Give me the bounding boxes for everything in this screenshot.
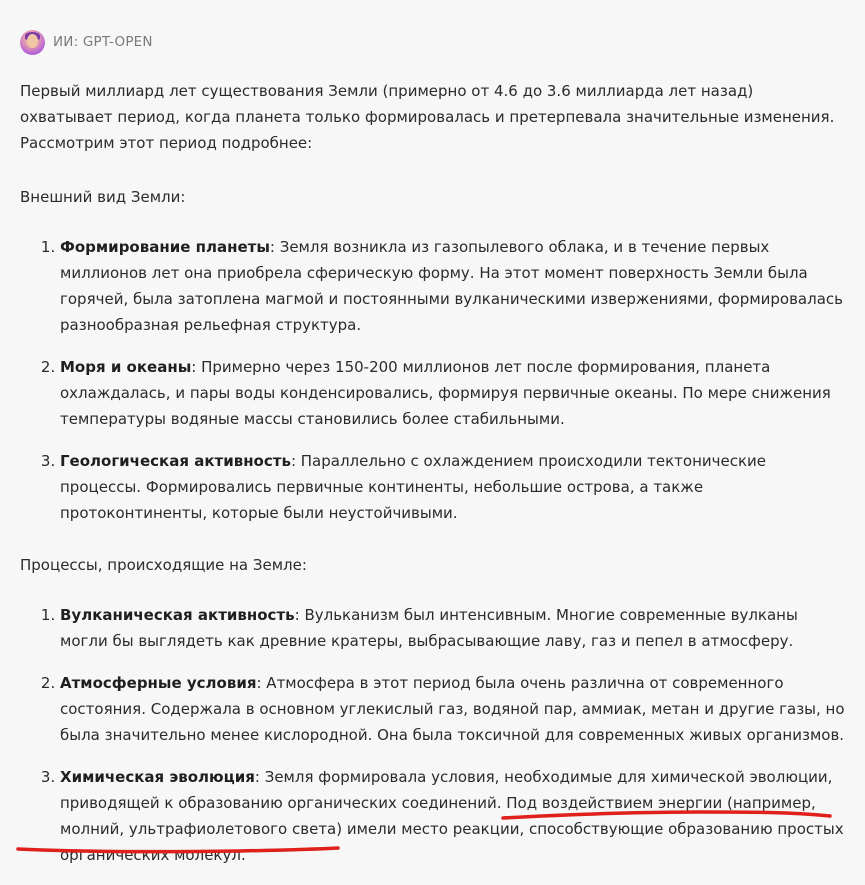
list-item-text: : Земля формировала условия, необходимые для химической эволюции, приводящей к образованию органических соединений. Под воздействием энергии (например, молний, ультрафиолетового света) имели место реакции, способствующие образованию простых органических молекул. xyxy=(60,768,844,864)
list-item-term: Химическая эволюция xyxy=(60,768,255,786)
appearance-list xyxy=(20,234,850,526)
intro-paragraph: Первый миллиард лет существования Земли (примерно от 4.6 до 3.6 миллиарда лет назад) охватывает период, когда планета только формировалась и претерпевала значительные изменения. Рассмотрим этот период подробнее: xyxy=(20,82,835,152)
message-header xyxy=(20,29,153,55)
section-title-processes: Процессы, происходящие на Земле: xyxy=(20,556,307,574)
list-item-text: : Параллельно с охлаждением происходили тектонические процессы. Формировались первичные континенты, небольшие острова, а также протоконтиненты, которые были неустойчивыми. xyxy=(60,452,767,522)
list-item xyxy=(60,602,850,654)
list-item-text: : Вульканизм был интенсивным. Многие современные вулканы могли бы выглядеть как древние кратеры, выбрасывающие лаву, газ и пепел в атмосферу. xyxy=(60,606,798,650)
list-item-term: Атмосферные условия xyxy=(60,674,257,692)
list-item xyxy=(60,234,850,338)
list-item-term: Моря и океаны xyxy=(60,358,192,376)
message-body xyxy=(20,78,850,884)
list-item-text: : Земля возникла из газопылевого облака, и в течение первых миллионов лет она приобрела сферическую форму. На этот момент поверхность Земли была горячей, была затоплена магмой и постоянными вулканическими извержениями, формировалась разнообразная рельефная структура. xyxy=(60,238,843,334)
section-title-appearance: Внешний вид Земли: xyxy=(20,188,186,206)
list-item xyxy=(60,670,850,748)
list-item xyxy=(60,354,850,432)
list-item xyxy=(60,764,850,868)
ai-avatar-icon xyxy=(20,30,45,55)
list-item-term: Геологическая активность xyxy=(60,452,291,470)
list-item xyxy=(60,448,850,526)
ai-name-label: ИИ: GPT-OPEN xyxy=(53,34,153,50)
processes-list xyxy=(20,602,850,868)
list-item-text: : Примерно через 150-200 миллионов лет после формирования, планета охлаждалась, и пары воды конденсировались, формируя первичные океаны. По мере снижения температуры водяные массы становились более стабильными. xyxy=(60,358,831,428)
list-item-term: Формирование планеты xyxy=(60,238,270,256)
list-item-term: Вулканическая активность xyxy=(60,606,295,624)
list-item-text: : Атмосфера в этот период была очень различна от современного состояния. Содержала в основном углекислый газ, водяной пар, аммиак, метан и другие газы, но была значительно менее кислородной. Она была токсичной для современных живых организмов. xyxy=(60,674,845,744)
